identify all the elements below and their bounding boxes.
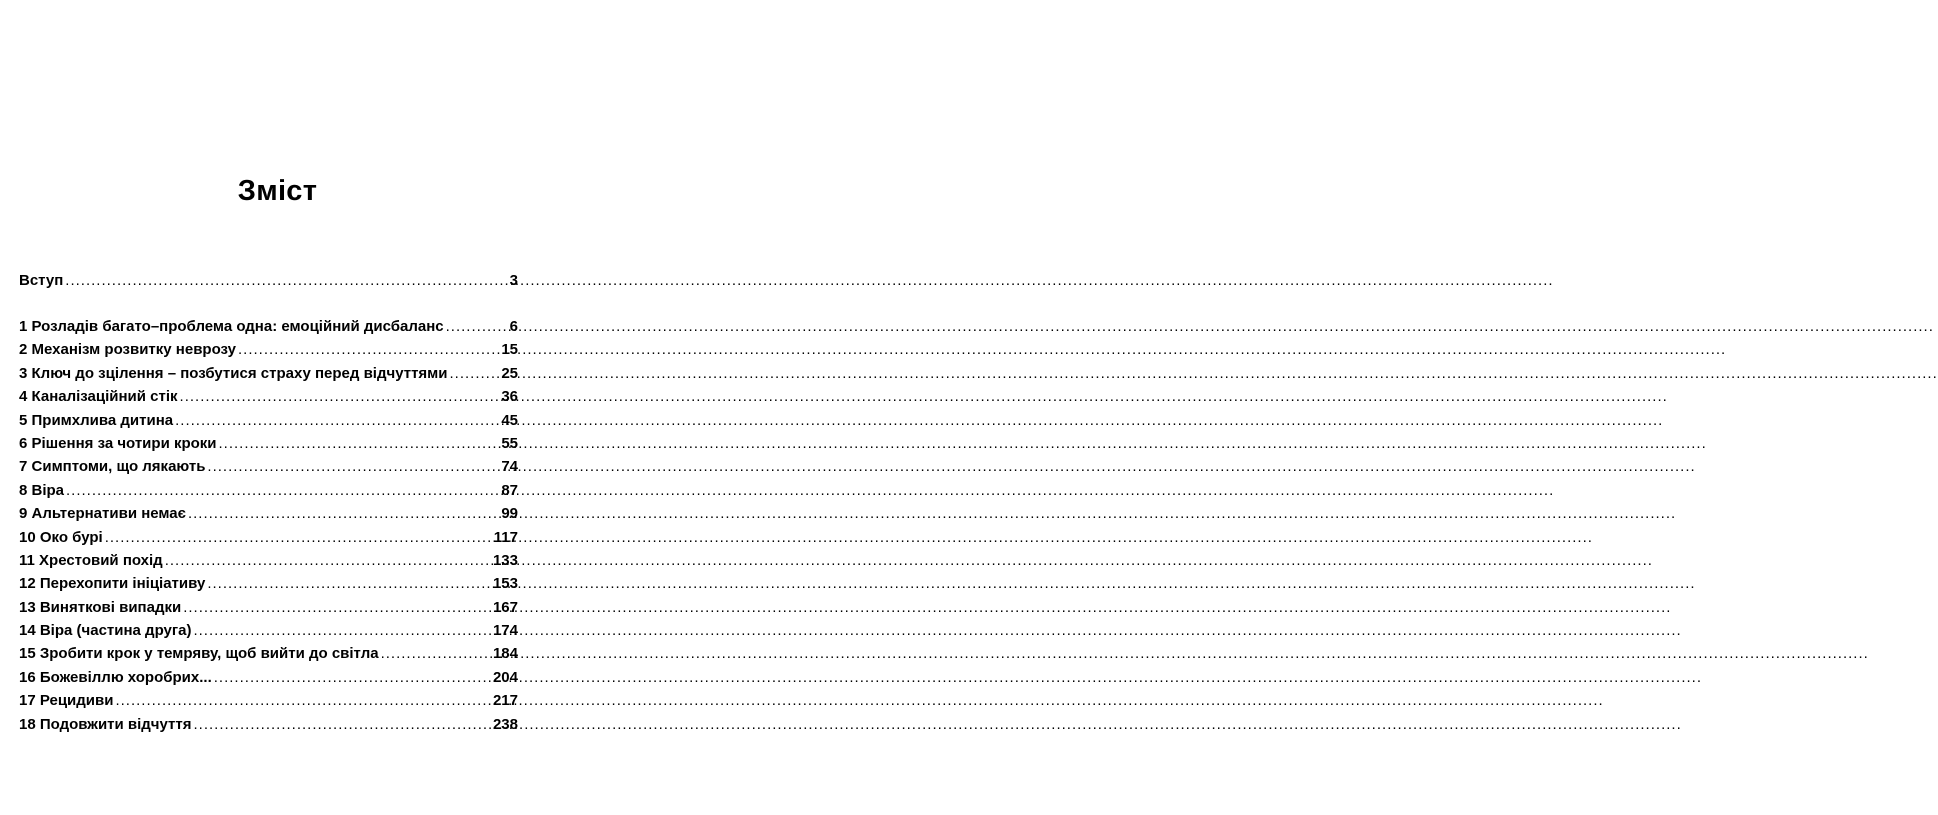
toc-entry-label: 9 Альтернативи немає [19,505,186,523]
toc-entry [19,318,518,341]
toc-entry-page: 74 [501,458,518,476]
toc-entry-label: 7 Симптоми, що лякають [19,458,206,476]
dot-leader [207,575,491,592]
toc-entry [19,482,518,505]
toc-entry-page: 25 [501,364,518,382]
toc-entry-page: 204 [492,668,518,686]
toc-entry-intro [19,272,518,295]
toc-entry [19,529,518,552]
book-page [0,0,555,815]
toc-intro-section [19,272,518,295]
toc-entry-label: 13 Виняткові випадки [19,598,182,616]
dot-leader [165,552,491,569]
toc-entry [19,716,518,739]
toc-entry-label: 6 Рішення за чотири кроки [19,434,217,452]
toc-entry-page: 117 [493,528,518,546]
dot-leader [381,645,491,662]
toc-entry [19,365,518,388]
toc-entry-label: 3 Ключ до зцілення – позбутися страху перед відчуттями [19,364,448,382]
toc-entry [19,692,518,715]
toc-entry [19,552,518,575]
toc-entry-page: 87 [501,481,518,499]
toc-entry-page: 99 [501,505,518,523]
page-title: Зміст [237,175,318,208]
toc-entry-label: 10 Око бурі [19,528,103,546]
dot-leader [207,458,499,475]
toc-entry-page: 15 [501,341,518,359]
toc-entry-label: 2 Механізм розвитку неврозу [19,341,236,359]
dot-leader [175,412,499,429]
toc-entry [19,645,518,668]
toc-entry-page: 3 [509,272,518,289]
dot-leader [219,435,500,452]
toc-entry [19,669,518,692]
dot-leader [193,622,491,639]
toc-entry-label: 12 Перехопити ініціативу [19,575,206,593]
toc-entry-page: 238 [492,715,518,733]
toc-entry [19,622,518,645]
toc-entry [19,412,518,435]
toc-entry [19,505,518,528]
dot-leader [446,318,508,335]
dot-leader [214,669,491,686]
toc-entry-page: 153 [492,575,518,593]
toc-entry [19,575,518,598]
toc-entry-page: 167 [492,598,518,616]
dot-leader [65,272,507,289]
dot-leader [115,692,491,709]
toc-entry-page: 55 [501,434,518,452]
toc-entry-page: 184 [492,645,518,663]
dot-leader [450,365,500,382]
dot-leader [105,529,492,546]
toc-entry-label: 11 Хрестовий похід [19,551,163,569]
toc-entry-page: 36 [501,388,518,406]
toc-entry-label: 14 Віра (частина друга) [19,622,192,640]
toc-entry-label: 16 Божевіллю хоробрих... [19,668,212,686]
toc-entry [19,341,518,364]
toc-entry-page: 6 [509,318,518,335]
toc-entry-label: 15 Зробити крок у темряву, щоб вийти до світла [19,645,379,663]
toc-entry-label: 8 Віра [19,481,65,499]
toc-entry-page: 45 [501,411,518,429]
dot-leader [238,341,499,358]
toc-entry-label: 1 Розладів багато–проблема одна: емоційний дисбаланс [19,318,444,335]
toc-entry [19,435,518,458]
toc-entry-label: Вступ [19,272,64,289]
toc-entry-label: 18 Подовжити відчуття [19,715,192,733]
toc-entry-label: 4 Каналізаційний стік [19,388,178,406]
toc-entry [19,388,518,411]
toc-entry-page: 217 [492,692,518,710]
toc-entry [19,458,518,481]
dot-leader [66,482,499,499]
toc-entry-page: 133 [492,551,518,569]
toc-entry-label: 5 Примхлива дитина [19,411,174,429]
toc-entry [19,599,518,622]
dot-leader [183,599,491,616]
toc-entry-label: 17 Рецидиви [19,692,114,710]
toc-entry-page: 174 [492,622,518,640]
dot-leader [194,716,491,733]
dot-leader [180,388,500,405]
dot-leader [188,505,499,522]
toc-chapter-list [19,318,518,739]
